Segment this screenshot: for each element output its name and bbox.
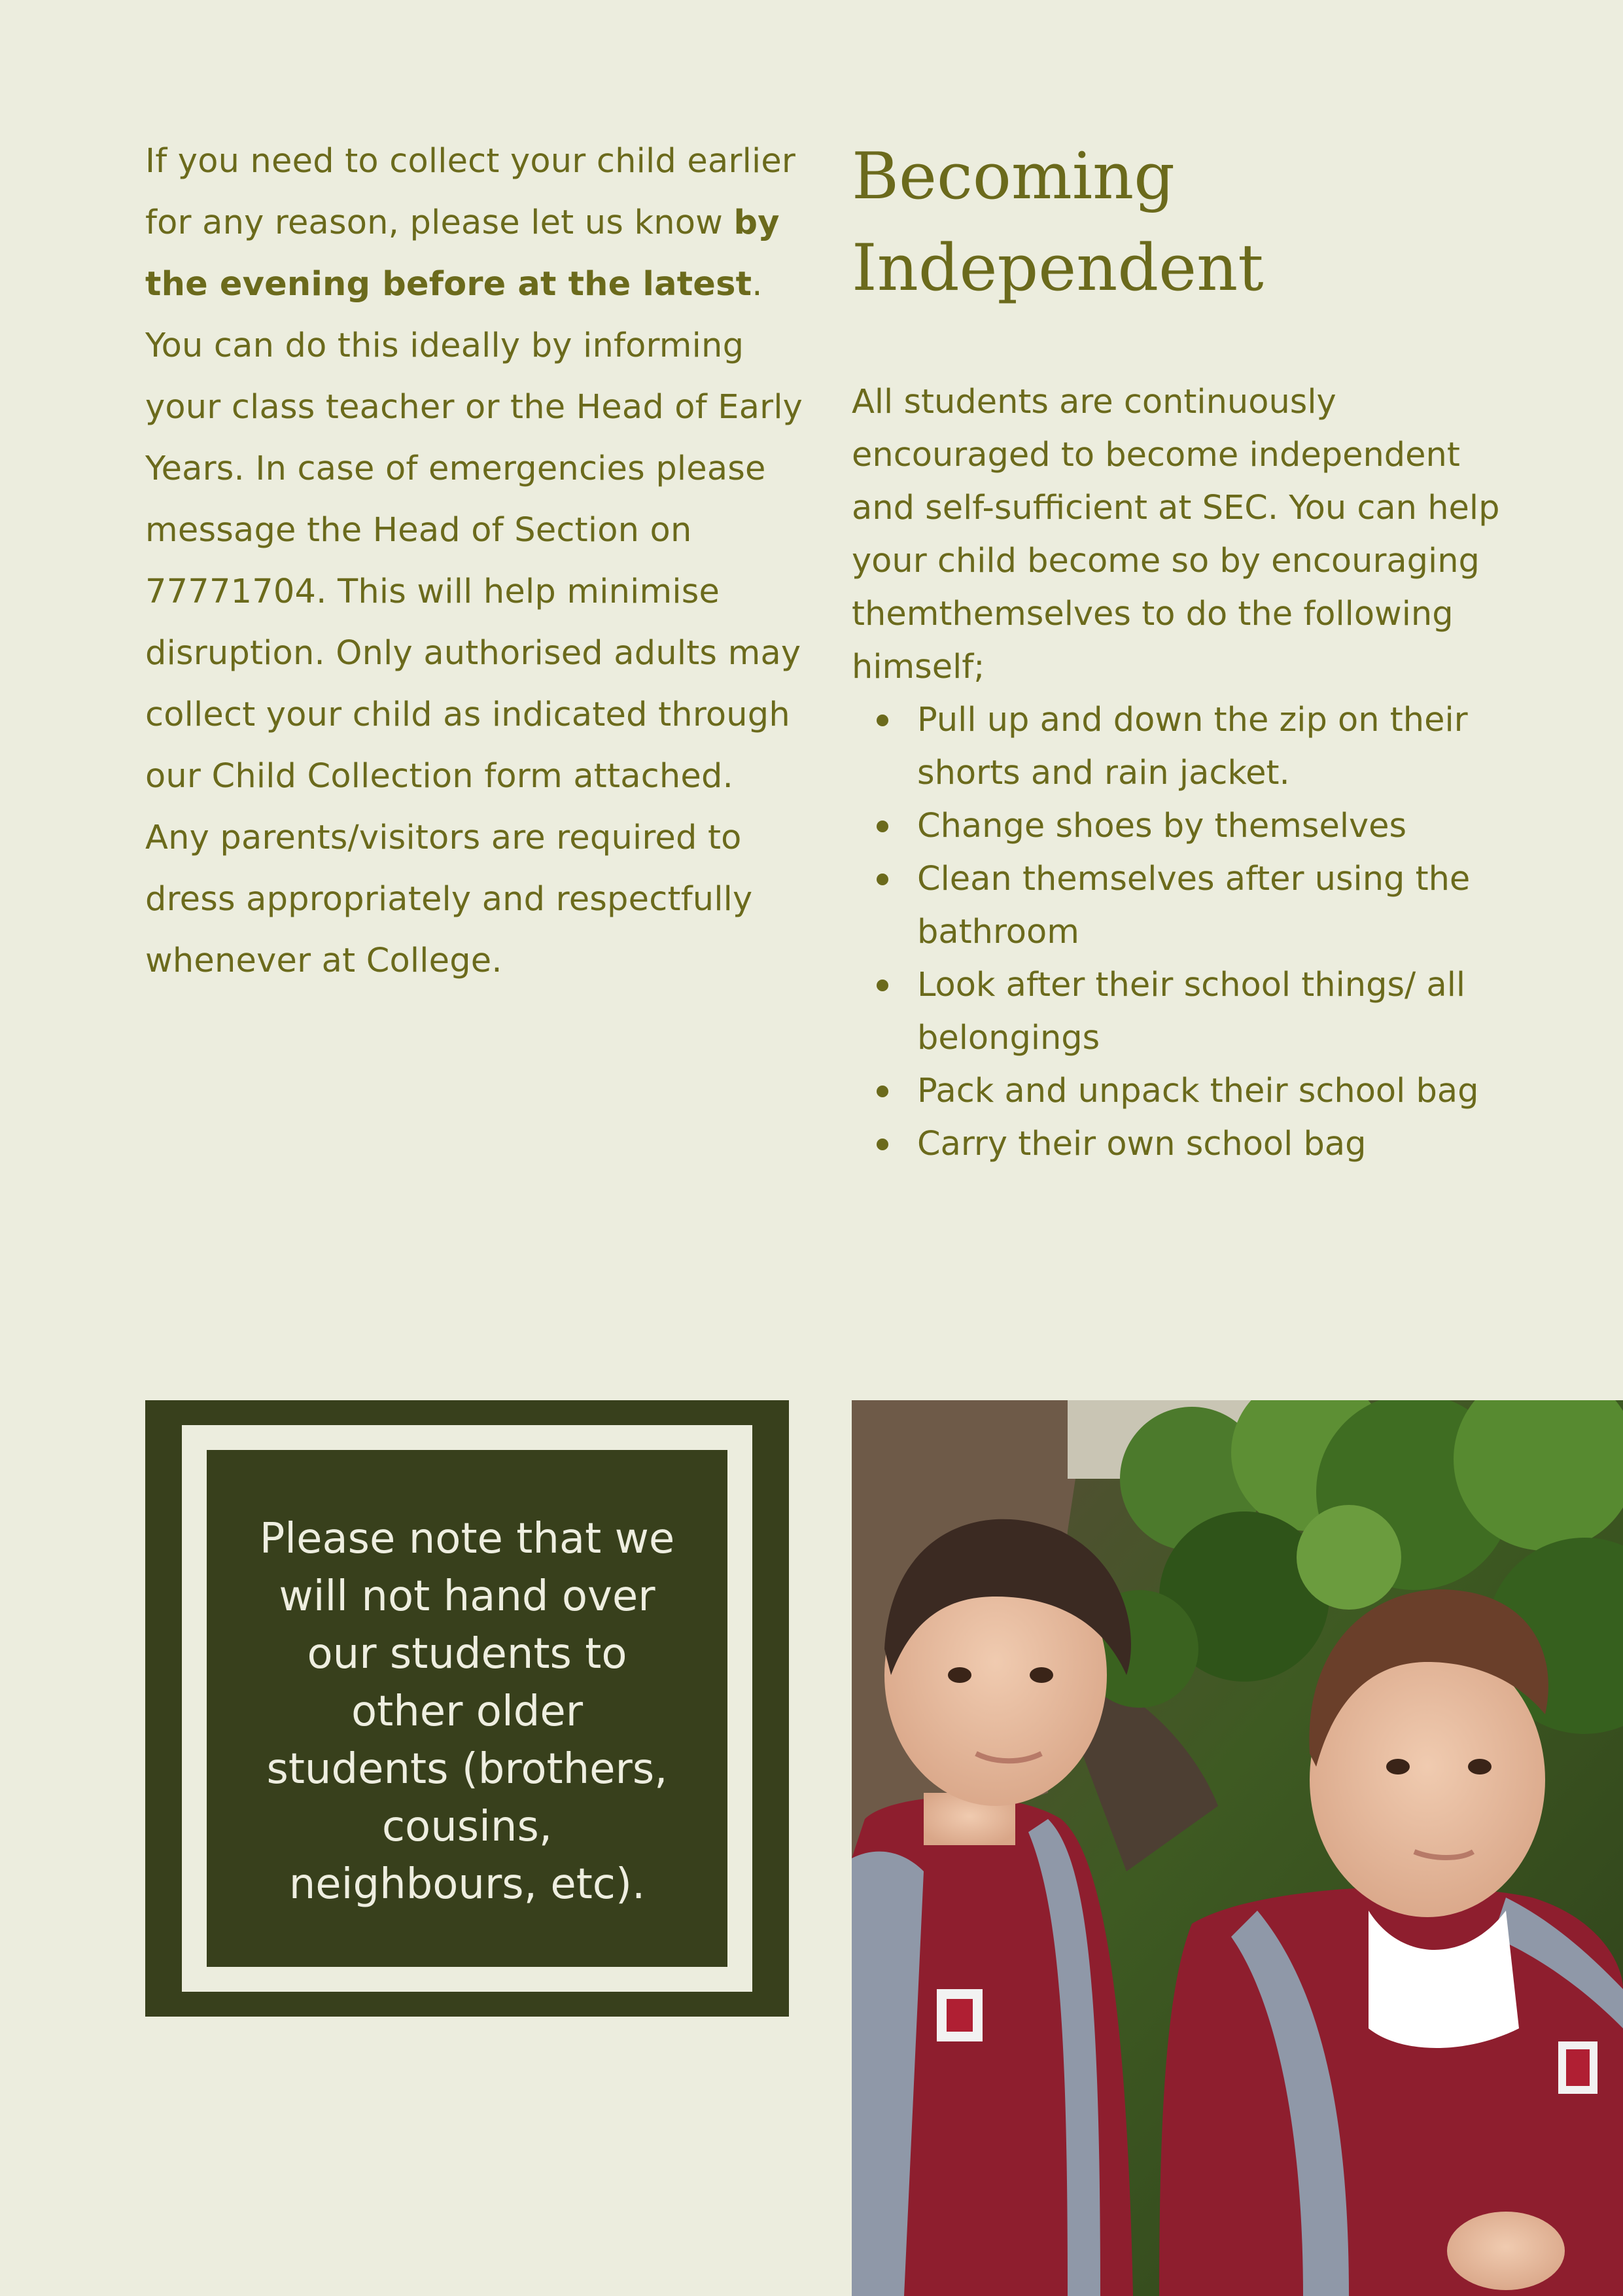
paragraph-bold-deadline: by the evening before at the latest [145, 203, 780, 304]
independence-list [852, 694, 1506, 1171]
list-item [917, 694, 1506, 800]
collection-paragraph [145, 131, 806, 992]
section-intro: All students are continuously encouraged to become independent and self-sufficient at SEC. You can help your child become so by encouraging themthemselves to do the following himself; [852, 383, 1500, 686]
students-photo-illustration [852, 1400, 1623, 2296]
bullet-icon [877, 821, 888, 832]
paragraph-text-start: If you need to collect your child earlier for any reason, please let us know [145, 142, 796, 242]
students-photo [852, 1400, 1623, 2296]
note-box-frame [182, 1425, 752, 1992]
note-box-inner [207, 1450, 727, 1967]
list-item [917, 1118, 1506, 1171]
list-item-text: Clean themselves after using the bathroom [917, 860, 1471, 951]
heading-line-1: Becoming [852, 139, 1176, 214]
list-item-text: Pack and unpack their school bag [917, 1072, 1479, 1110]
list-item [917, 853, 1506, 959]
list-item-text: Change shoes by themselves [917, 807, 1407, 845]
bullet-icon [877, 1139, 888, 1150]
heading-line-2: Independent [852, 231, 1264, 306]
list-item [917, 800, 1506, 853]
bullet-icon [877, 874, 888, 885]
list-item [917, 1065, 1506, 1118]
list-item [917, 959, 1506, 1065]
bullet-icon [877, 1086, 888, 1097]
bullet-icon [877, 715, 888, 726]
list-item-text: Carry their own school bag [917, 1125, 1367, 1163]
paragraph-text-end: . You can do this ideally by informing your class teacher or the Head of Early Years. In case of emergencies please message the Head of Section on 77771704. This will help minimise disruption. Only authorised adults may collect your child as indicated through our Child Collection form attached. Any parents/visitors are required to dress appropriately and respectfully whenever at College. [145, 265, 803, 980]
section-heading [852, 131, 1571, 314]
list-item-text: Pull up and down the zip on their shorts and rain jacket. [917, 701, 1468, 792]
list-item-text: Look after their school things/ all belongings [917, 966, 1466, 1057]
independence-section [852, 376, 1506, 1171]
bullet-icon [877, 980, 888, 991]
child-left [852, 1519, 1133, 2296]
note-callout-box [145, 1400, 789, 2017]
note-text: Please note that we will not hand over our students to other older students (brothers, cousins, neighbours, etc). [259, 1515, 675, 1909]
